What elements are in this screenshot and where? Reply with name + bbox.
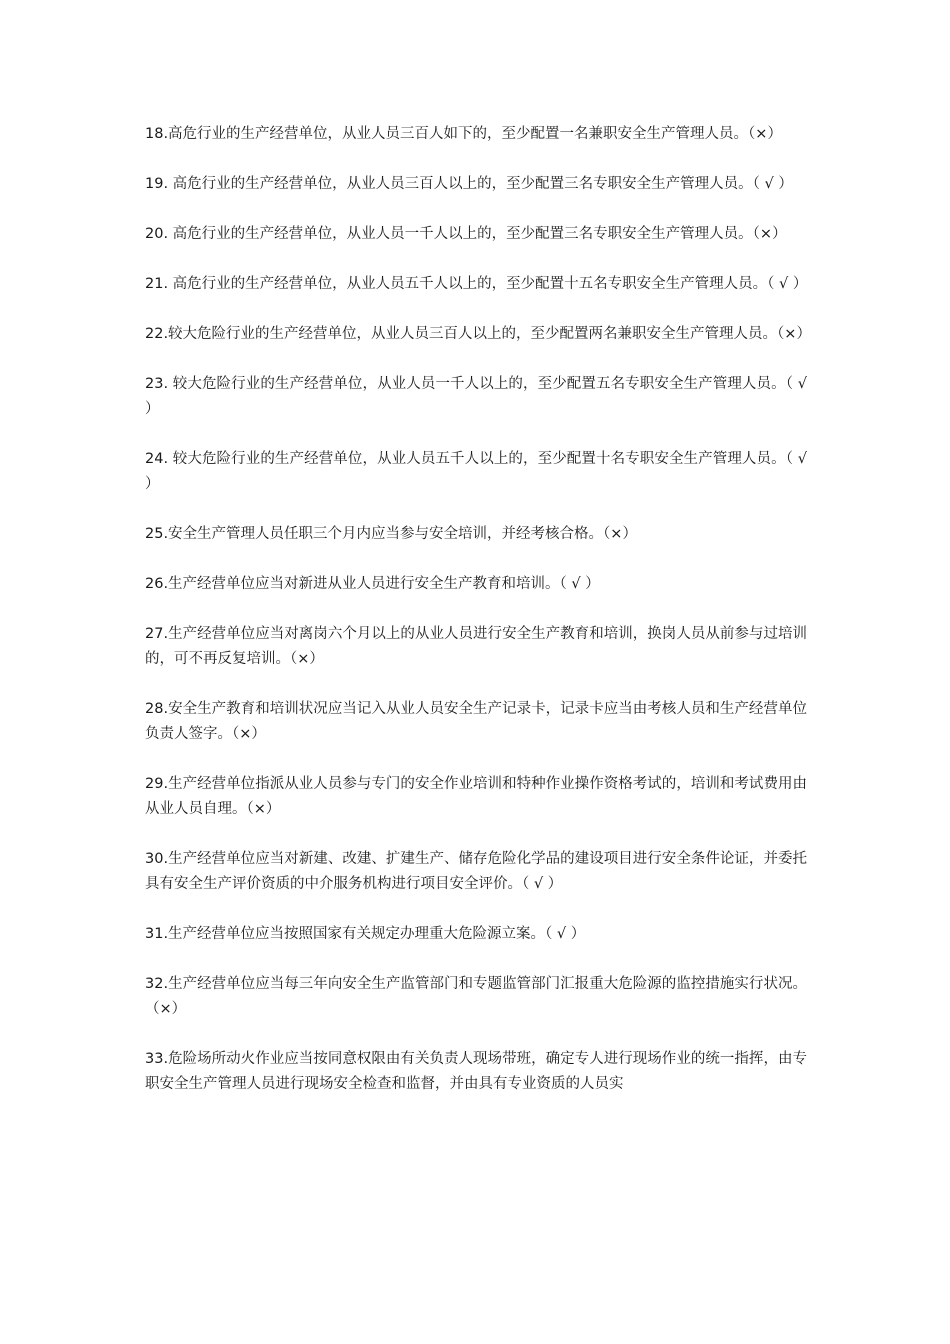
question-item-32: 32.生产经营单位应当每三年向安全生产监管部门和专题监管部门汇报重大危险源的监控措施实行状况。（×） [145,976,807,1017]
question-item-29: 29.生产经营单位指派从业人员参与专门的安全作业培训和特种作业操作资格考试的，培训和考试费用由从业人员自理。（×） [145,776,807,817]
question-item-24: 24. 较大危险行业的生产经营单位，从业人员五千人以上的，至少配置十名专职安全生产管理人员。（ √ ） [145,451,807,492]
question-item-23: 23. 较大危险行业的生产经营单位，从业人员一千人以上的，至少配置五名专职安全生产管理人员。（ √ ） [145,376,807,417]
question-item-18: 18.高危行业的生产经营单位，从业人员三百人如下的，至少配置一名兼职安全生产管理人员。（×） [145,126,782,142]
question-item-21: 21. 高危行业的生产经营单位，从业人员五千人以上的，至少配置十五名专职安全生产管理人员。（ √ ） [145,276,808,292]
question-item-30: 30.生产经营单位应当对新建、改建、扩建生产、储存危险化学品的建设项目进行安全条件论证，并委托具有安全生产评价资质的中介服务机构进行项目安全评价。（ √ ） [145,851,807,892]
question-item-33: 33.危险场所动火作业应当按同意权限由有关负责人现场带班，确定专人进行现场作业的统一指挥，由专职安全生产管理人员进行现场安全检查和监督，并由具有专业资质的人员实 [145,1051,807,1092]
question-item-27: 27.生产经营单位应当对离岗六个月以上的从业人员进行安全生产教育和培训，换岗人员从前参与过培训的，可不再反复培训。（×） [145,626,807,667]
document-body [145,122,811,1122]
question-item-25: 25.安全生产管理人员任职三个月内应当参与安全培训，并经考核合格。（×） [145,526,637,542]
question-item-26: 26.生产经营单位应当对新进从业人员进行安全生产教育和培训。（ √ ） [145,576,600,592]
question-item-22: 22.较大危险行业的生产经营单位，从业人员三百人以上的，至少配置两名兼职安全生产管理人员。（×） [145,326,811,342]
question-item-20: 20. 高危行业的生产经营单位，从业人员一千人以上的，至少配置三名专职安全生产管理人员。（×） [145,226,787,242]
question-item-28: 28.安全生产教育和培训状况应当记入从业人员安全生产记录卡，记录卡应当由考核人员和生产经营单位负责人签字。（×） [145,701,807,742]
question-item-19: 19. 高危行业的生产经营单位，从业人员三百人以上的，至少配置三名专职安全生产管理人员。（ √ ） [145,176,793,192]
question-item-31: 31.生产经营单位应当按照国家有关规定办理重大危险源立案。（ √ ） [145,926,586,942]
